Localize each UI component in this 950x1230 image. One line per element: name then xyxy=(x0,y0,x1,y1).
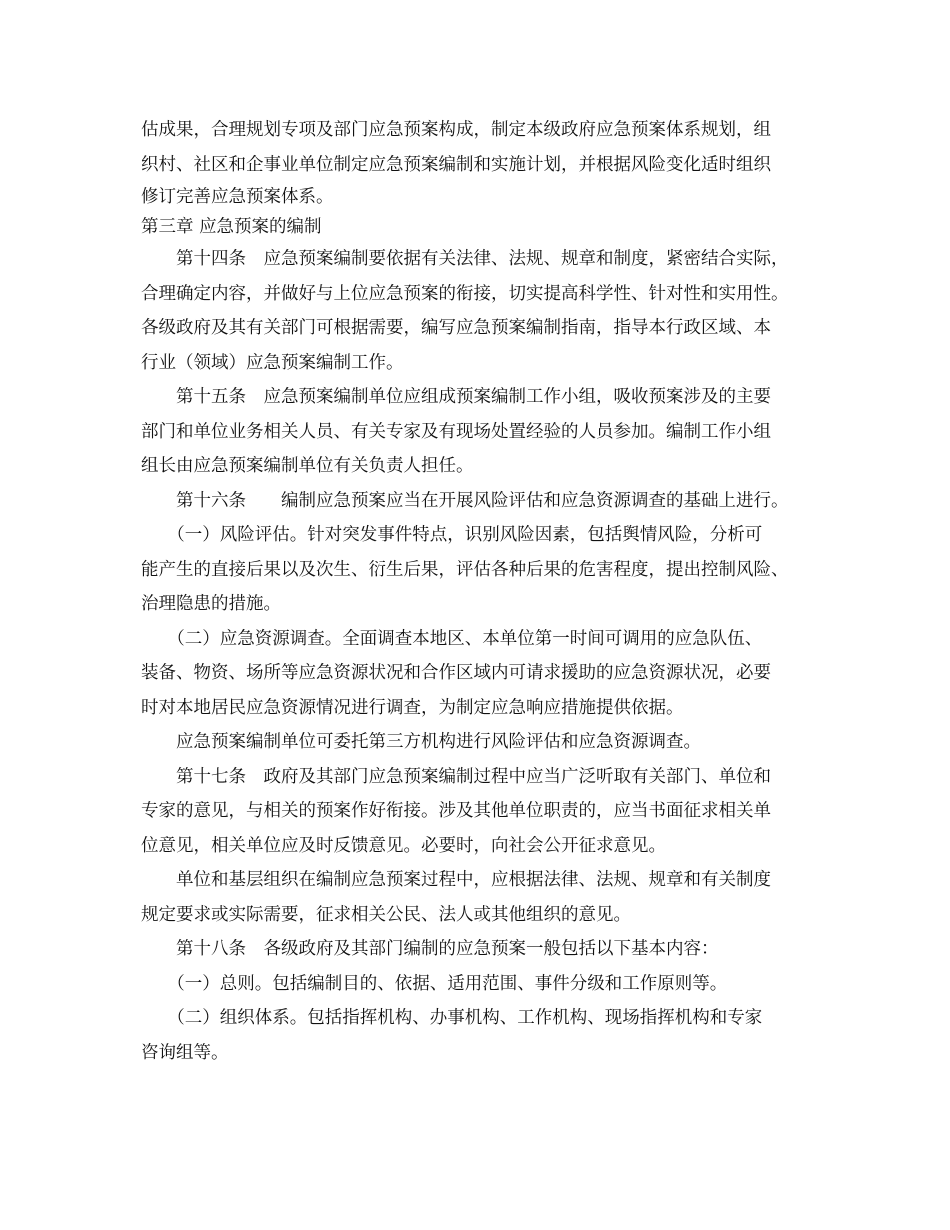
text-line: 时对本地居民应急资源情况进行调查，为制定应急响应措施提供依据。 xyxy=(141,697,684,718)
text-line: 织村、社区和企事业单位制定应急预案编制和实施计划，并根据风险变化适时组织 xyxy=(141,154,771,175)
text-line: 规定要求或实际需要，征求相关公民、法人或其他组织的意见。 xyxy=(141,904,631,925)
text-line: 估成果，合理规划专项及部门应急预案构成，制定本级政府应急预案体系规划，组 xyxy=(141,120,771,140)
text-line: 组长由应急预案编制单位有关负责人担任。 xyxy=(141,456,474,476)
text-line: 应急预案编制单位可委托第三方机构进行风险评估和应急资源调查。 xyxy=(141,732,701,752)
text-line: 治理隐患的措施。 xyxy=(141,594,281,614)
text-line: 第十四条 应急预案编制要依据有关法律、法规、规章和制度，紧密结合实际， xyxy=(141,249,789,269)
text-line: （一）总则。包括编制目的、依据、适用范围、事件分级和工作原则等。 xyxy=(141,973,728,994)
text-line: 单位和基层组织在编制应急预案过程中，应根据法律、法规、规章和有关制度 xyxy=(141,870,771,890)
text-line: （一）风险评估。针对突发事件特点，识别风险因素，包括舆情风险，分析可 xyxy=(141,525,763,545)
text-line: 部门和单位业务相关人员、有关专家及有现场处置经验的人员参加。编制工作小组 xyxy=(141,421,771,442)
text-line: 各级政府及其有关部门可根据需要，编写应急预案编制指南，指导本行政区域、本 xyxy=(141,318,771,338)
text-line: 装备、物资、场所等应急资源状况和合作区域内可请求援助的应急资源状况，必要 xyxy=(141,663,771,683)
text-line: 第十五条 应急预案编制单位应组成预案编制工作小组，吸收预案涉及的主要 xyxy=(141,387,771,407)
text-line: 修订完善应急预案体系。 xyxy=(141,187,334,207)
text-line: 专家的意见，与相关的预案作好衔接。涉及其他单位职责的，应当书面征求相关单 xyxy=(141,801,771,821)
text-line: （二）组织体系。包括指挥机构、办事机构、工作机构、现场指挥机构和专家 xyxy=(141,1008,763,1028)
text-line: 咨询组等。 xyxy=(141,1042,229,1063)
text-line: 第十六条 编制应急预案应当在开展风险评估和应急资源调查的基础上进行。 xyxy=(141,490,789,511)
text-line: 第十七条 政府及其部门应急预案编制过程中应当广泛听取有关部门、单位和 xyxy=(141,766,771,787)
text-line: 合理确定内容，并做好与上位应急预案的衔接，切实提高科学性、针对性和实用性。 xyxy=(141,283,789,304)
text-line: 能产生的直接后果以及次生、衍生后果，评估各种后果的危害程度，提出控制风险、 xyxy=(141,559,789,580)
text-line: 第十八条 各级政府及其部门编制的应急预案一般包括以下基本内容： xyxy=(141,939,719,959)
document-body xyxy=(141,113,831,1070)
text-line: （二）应急资源调查。全面调查本地区、本单位第一时间可调用的应急队伍、 xyxy=(141,628,763,649)
text-line: 行业（领域）应急预案编制工作。 xyxy=(141,352,404,373)
chapter-heading: 第三章 应急预案的编制 xyxy=(141,217,322,237)
text-line: 位意见，相关单位应及时反馈意见。必要时，向社会公开征求意见。 xyxy=(141,835,666,856)
